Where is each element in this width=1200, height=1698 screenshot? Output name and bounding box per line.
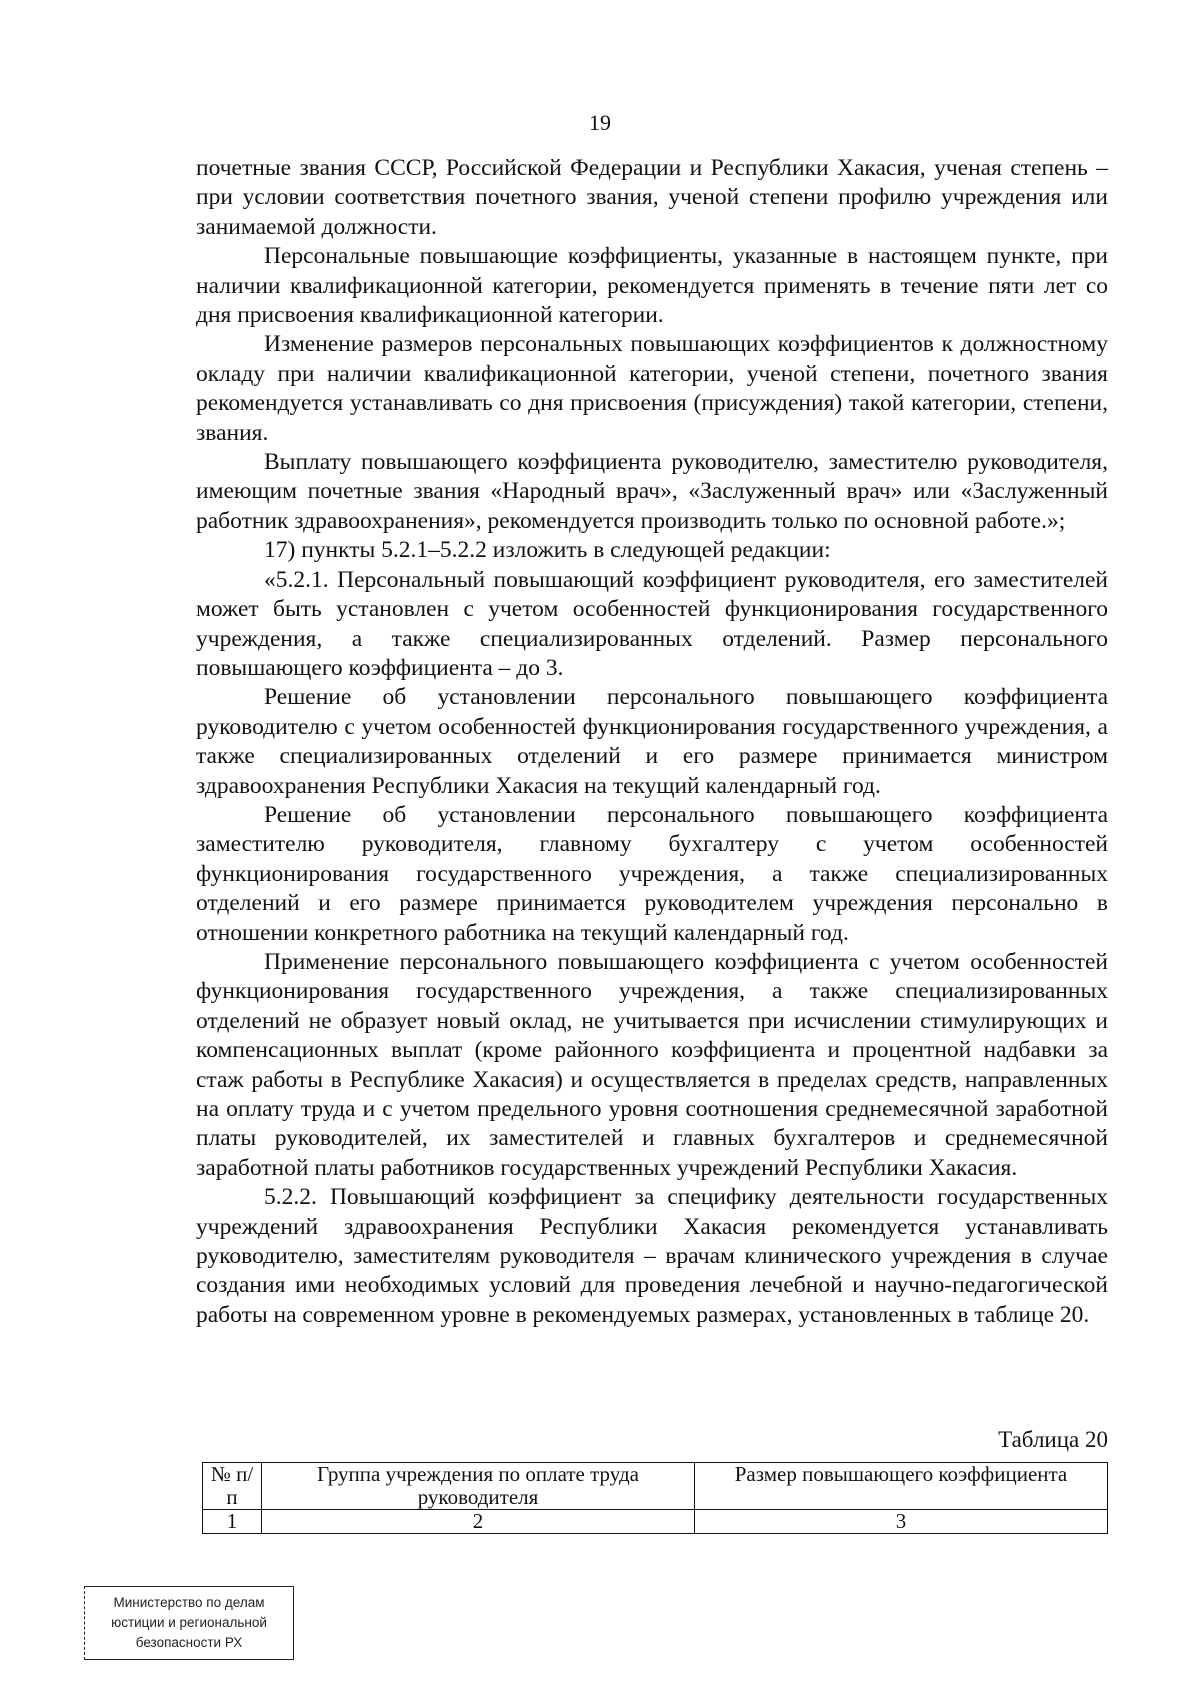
paragraph: Решение об установлении персонального повышающего коэффициента заместителю руководителя, главному бухгалтеру с учетом особенностей функционирования государственного учреждения, а также специализированных отделений и его размере принимается руководителем учреждения персонально в отношении конкретного работника на текущий календарный год. bbox=[196, 801, 1108, 946]
paragraph: Изменение размеров персональных повышающих коэффициентов к должностному окладу при наличии квалификационной категории, ученой степени, почетного звания рекомендуется устанавливать со дня присвоения (присуждения) такой категории, степени, звания. bbox=[196, 331, 1108, 446]
table-cell: 2 bbox=[262, 1510, 695, 1534]
table-header-row bbox=[203, 1463, 1108, 1510]
paragraph: Решение об установлении персонального повышающего коэффициента руководителю с учетом особенностей функционирования государственного учреждения, а также специализированных отделений и его размере принимается министром здравоохранения Республики Хакасия на текущий календарный год. bbox=[196, 684, 1108, 799]
table-caption: Таблица 20 bbox=[998, 1427, 1108, 1452]
stamp-line: юстиции и региональной bbox=[111, 1615, 267, 1630]
paragraph: 17) пункты 5.2.1–5.2.2 изложить в следующей редакции: bbox=[264, 537, 831, 564]
stamp-line: Министерство по делам bbox=[113, 1595, 265, 1610]
paragraph: 5.2.2. Повышающий коэффициент за специфику деятельности государственных учреждений здравоохранения Республики Хакасия рекомендуется устанавливать руководителю, заместителям руководителя – врачам клинического учреждения в случае создания ими необходимых условий для проведения лечебной и научно-педагогической работы на современном уровне в рекомендуемых размерах, установленных в таблице 20. bbox=[196, 1184, 1108, 1328]
table-cell: 1 bbox=[203, 1510, 262, 1534]
paragraph: почетные звания СССР, Российской Федерации и Республики Хакасия, ученая степень – при условии соответствия почетного звания, ученой степени профилю учреждения или занимаемой должности. bbox=[196, 155, 1108, 240]
paragraph: «5.2.1. Персональный повышающий коэффициент руководителя, его заместителей может быть установлен с учетом особенностей функционирования государственного учреждения, а также специализированных отделений. Размер персонального повышающего коэффициента – до 3. bbox=[196, 566, 1108, 681]
table-cell: 3 bbox=[695, 1510, 1108, 1534]
header-cell-number: № п/п bbox=[203, 1463, 262, 1510]
paragraph: Персональные повышающие коэффициенты, указанные в настоящем пункте, при наличии квалификационной категории, рекомендуется применять в течение пяти лет со дня присвоения квалификационной категории. bbox=[196, 243, 1108, 329]
page-number: 19 bbox=[589, 110, 611, 135]
coefficient-table bbox=[202, 1462, 1108, 1534]
header-cell-group: Группа учреждения по оплате труда руководителя bbox=[262, 1463, 695, 1510]
table-row bbox=[203, 1510, 1108, 1534]
document-body bbox=[196, 154, 1108, 1330]
stamp-line: безопасности РХ bbox=[135, 1635, 243, 1650]
ministry-stamp bbox=[84, 1586, 294, 1660]
paragraph: Выплату повышающего коэффициента руководителю, заместителю руководителя, имеющим почетные звания «Народный врач», «Заслуженный врач» или «Заслуженный работник здравоохранения», рекомендуется производить только по основной работе.»; bbox=[196, 449, 1108, 534]
header-cell-coefficient: Размер повышающего коэффициента bbox=[695, 1463, 1108, 1510]
paragraph: Применение персонального повышающего коэффициента с учетом особенностей функционирования государственного учреждения, а также специализированных отделений не образует новый оклад, не учитывается при исчислении стимулирующих и компенсационных выплат (кроме районного коэффициента и процентной надбавки за стаж работы в Республике Хакасия) и осуществляется в пределах средств, направленных на оплату труда и с учетом предельного уровня соотношения среднемесячной заработной платы руководителей, их заместителей и главных бухгалтеров и среднемесячной заработной платы работников государственных учреждений Республики Хакасия. bbox=[196, 948, 1108, 1181]
